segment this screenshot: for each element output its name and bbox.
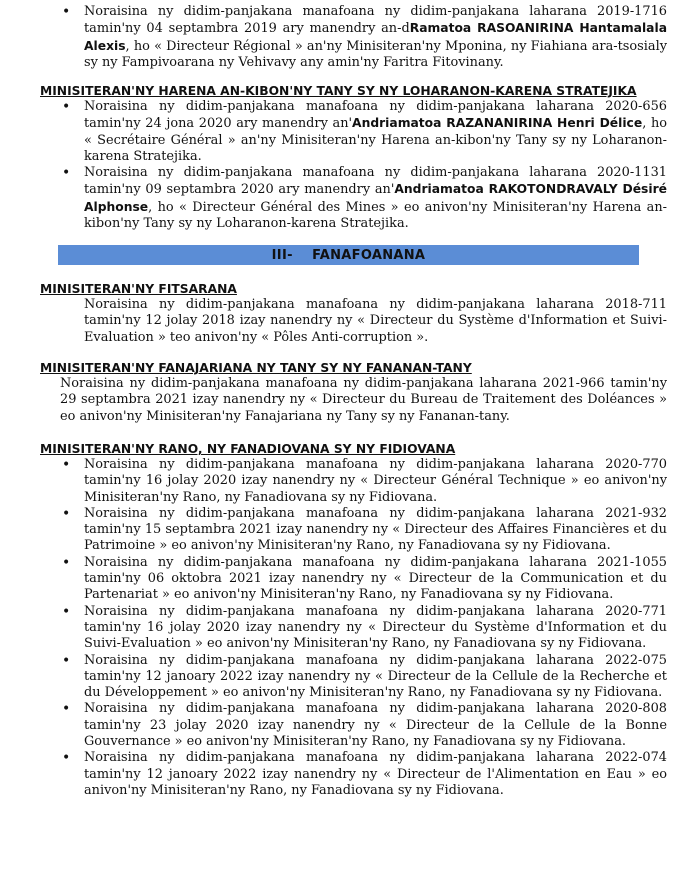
list-item <box>0 99 679 165</box>
section-heading: MINISITERAN'NY RANO, NY FANADIOVANA SY NY FIDIOVANA <box>40 442 456 456</box>
item-text: , ho « Directeur Régional » an'ny Minisiteran'ny Mponina, ny Fiahiana ara-tsosialy sy ny Fampivoarana ny Vehivavy any amin'ny Faritra Fitovinany. <box>84 38 667 70</box>
appointee-name: Andriamatoa RAKOTONDRAVALY Désiré Alphonse <box>84 182 667 214</box>
list-item: • Noraisina ny didim-panjakana manafoana ny didim-panjakana laharana 2021-1055 tamin'ny 06 oktobra 2021 izay nanendry ny « Directeur de la Communication et du Partenariat » eo anivon'ny Minisiteran'ny Rano, ny Fanadiovana sy ny Fidiovana. <box>0 555 679 604</box>
appointee-name: Andriamatoa RAZANANIRINA Henri Délice <box>352 116 643 131</box>
section-heading: MINISITERAN'NY FANAJARIANA NY TANY SY NY FANANAN-TANY <box>40 361 472 375</box>
list-item: • Noraisina ny didim-panjakana manafoana ny didim-panjakana laharana 2020-770 tamin'ny 16 jolay 2020 izay nanendry ny « Directeur Général Technique » eo anivon'ny Minisiteran'ny Rano, ny Fanadiovana sy ny Fidiovana. <box>0 457 679 506</box>
list-item <box>0 4 679 71</box>
item-text: Noraisina ny didim-panjakana manafoana ny didim-panjakana laharana 2020-656 tamin'ny 24 jona 2020 ary manendry an' <box>84 99 667 132</box>
section-fitsarana <box>0 281 679 346</box>
list-item: • Noraisina ny didim-panjakana manafoana ny didim-panjakana laharana 2022-074 tamin'ny 12 janoary 2022 izay nanendry ny « Directeur de l'Alimentation en Eau » eo anivon'ny Minisiteran'ny Rano, ny Fanadiovana sy ny Fidiovana. <box>0 750 679 799</box>
top-bullet-block <box>0 4 679 71</box>
list-item: • Noraisina ny didim-panjakana manafoana ny didim-panjakana laharana 2021-932 tamin'ny 15 septambra 2021 izay nanendry ny « Directeur des Affaires Financières et du Patrimoine » eo anivon'ny Minisiteran'ny Rano, ny Fanadiovana sy ny Fidiovana. <box>0 506 679 555</box>
list-item <box>0 165 679 232</box>
paragraph: Noraisina ny didim-panjakana manafoana ny didim-panjakana laharana 2018-711 tamin'ny 12 jolay 2018 izay nanendry ny « Directeur du Système d'Information et Suivi-Evaluation » teo anivon'ny « Pôles Anti-corruption ». <box>84 297 667 345</box>
item-text: , ho « Secrétaire Général » an'ny Minisiteran'ny Harena an-kibon'ny Tany sy ny Loharanon-karena Stratejika. <box>84 116 668 164</box>
section-heading: MINISITERAN'NY FITSARANA <box>40 282 237 296</box>
item-text: Noraisina ny didim-panjakana manafoana ny didim-panjakana laharana 2019-1716 tamin'ny 04 septambra 2019 ary manendry an-d <box>84 4 667 37</box>
list-item: • Noraisina ny didim-panjakana manafoana ny didim-panjakana laharana 2022-075 tamin'ny 12 janoary 2022 izay nanendry ny « Directeur de la Cellule de la Recherche et du Développement » eo anivon'ny Minisiteran'ny Rano, ny Fanadiovana sy ny Fidiovana. <box>0 653 679 702</box>
item-text: , ho « Directeur Général des Mines » eo anivon'ny Minisiteran'ny Harena an-kibon'ny Tany sy ny Loharanon-karena Stratejika. <box>84 199 667 232</box>
paragraph: Noraisina ny didim-panjakana manafoana ny didim-panjakana laharana 2021-966 tamin'ny 29 septambra 2021 izay nanendry ny « Directeur du Bureau de Traitement des Doléances » eo anivon'ny Minisiteran'ny Fanajariana ny Tany sy ny Fananan-tany. <box>60 376 667 424</box>
section-harena <box>0 83 679 232</box>
section-rano <box>0 441 679 799</box>
appointee-name: Ramatoa RASOANIRINA Hantamalala Alexis <box>84 21 667 53</box>
section-fanajariana <box>0 360 679 425</box>
item-text: Noraisina ny didim-panjakana manafoana ny didim-panjakana laharana 2020-1131 tamin'ny 09 septambra 2020 ary manendry an' <box>84 165 667 198</box>
list-item: • Noraisina ny didim-panjakana manafoana ny didim-panjakana laharana 2020-808 tamin'ny 23 jolay 2020 izay nanendry ny « Directeur de la Cellule de la Bonne Gouvernance » eo anivon'ny Minisiteran'ny Rano, ny Fanadiovana sy ny Fidiovana. <box>0 701 679 750</box>
section-heading: MINISITERAN'NY HARENA AN-KIBON'NY TANY SY NY LOHARANON-KARENA STRATEJIKA <box>40 84 637 98</box>
banner-title: III- FANAFOANANA <box>271 247 426 263</box>
section-banner <box>58 245 639 265</box>
list-item: • Noraisina ny didim-panjakana manafoana ny didim-panjakana laharana 2020-771 tamin'ny 16 jolay 2020 izay nanendry ny « Directeur du Système d'Information et du Suivi-Evaluation » eo anivon'ny Minisiteran'ny Rano, ny Fanadiovana sy ny Fidiovana. <box>0 604 679 653</box>
